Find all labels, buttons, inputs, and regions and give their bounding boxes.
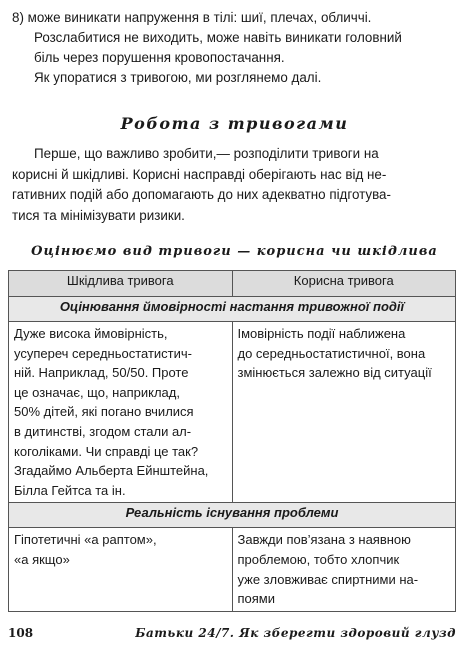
text-line: біль через порушення кровопостачання. xyxy=(34,50,285,65)
harmful-cell xyxy=(9,322,233,503)
cell-line: Імовірність події наближена xyxy=(237,326,406,341)
text-line: Розслабитися не виходить, може навіть виникати головний xyxy=(34,30,402,45)
table-section-row xyxy=(9,503,456,528)
cell-line: «а якщо» xyxy=(14,551,70,567)
section-title: Робота з тривогами xyxy=(120,114,349,133)
page-number: 108 xyxy=(8,626,34,640)
cell-line: в дитинстві, згодом стали ал- xyxy=(14,423,192,439)
text-line: корисні й шкідливі. Корисні насправді оберігають нас від не- xyxy=(12,166,387,182)
cell-line: ній. Наприклад, 50/50. Проте xyxy=(14,365,189,381)
header-harmful: Шкідлива тривога xyxy=(9,271,233,297)
cell-line: 50% дітей, які погано вчилися xyxy=(14,404,194,420)
header-useful: Корисна тривога xyxy=(232,271,456,297)
section-heading: Оцінювання ймовірності настання тривожної події xyxy=(9,297,456,322)
text-line: тися та мінімізувати ризики. xyxy=(12,207,185,223)
useful-cell xyxy=(232,322,456,503)
cell-line: змінюється залежно від ситуації xyxy=(237,365,432,381)
cell-line: усупереч середньостатистич- xyxy=(14,345,192,361)
table-row xyxy=(9,322,456,503)
cell-line: до середньостатистичної, вона xyxy=(237,345,426,361)
cell-line: поями xyxy=(237,591,276,607)
cell-line: Дуже висока ймовірність, xyxy=(14,326,168,341)
top-paragraph xyxy=(12,8,462,88)
text-line: Як упоратися з тривогою, ми розглянемо далі. xyxy=(34,70,322,85)
cell-line: Білла Гейтса та ін. xyxy=(14,482,126,498)
table-title: Оцінюємо вид тривоги — корисна чи шкідлива xyxy=(31,244,438,259)
table-header-row xyxy=(9,271,456,297)
text-line: гативних подій або допомагають до них адекватно підготува- xyxy=(12,187,391,202)
cell-line: коголіками. Чи справді це так? xyxy=(14,443,199,459)
cell-line: уже зловживає спиртними на- xyxy=(237,571,419,587)
text-line: Перше, що важливо зробити,— розподілити тривоги на xyxy=(34,146,379,161)
running-title: Батьки 24/7. Як зберегти здоровий глузд xyxy=(135,626,456,640)
text-line: 8) може виникати напруження в тілі: шиї, плечах, обличчі. xyxy=(12,10,372,25)
table-section-row xyxy=(9,297,456,322)
section-heading: Реальність існування проблеми xyxy=(9,503,456,528)
comparison-table xyxy=(8,270,456,612)
intro-paragraph xyxy=(12,144,464,226)
cell-line: Згадаймо Альберта Ейнштейна, xyxy=(14,463,209,479)
useful-cell xyxy=(232,528,456,611)
harmful-cell xyxy=(9,528,233,611)
cell-line: проблемою, тобто хлопчик xyxy=(237,551,400,567)
table-row xyxy=(9,528,456,611)
cell-line: Гіпотетичні «а раптом», xyxy=(14,532,157,548)
cell-line: Завжди пов’язана з наявною xyxy=(237,532,411,548)
cell-line: це означає, що, наприклад, xyxy=(14,384,180,400)
